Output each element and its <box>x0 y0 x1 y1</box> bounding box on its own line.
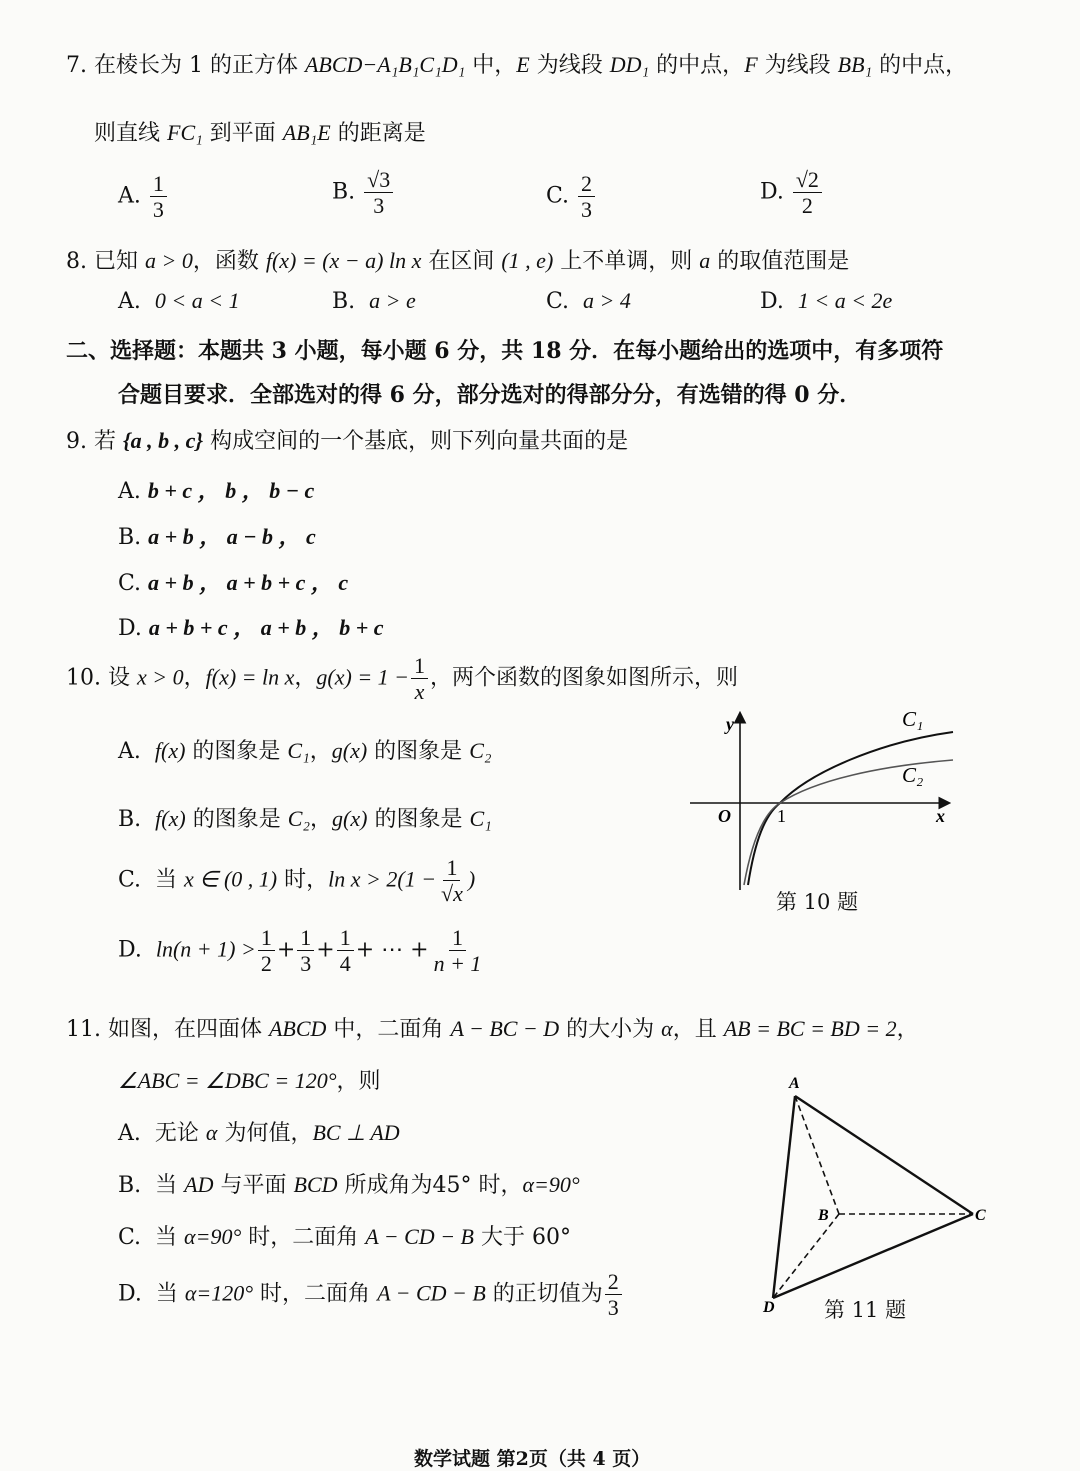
q8-stem: 8. 已知 a > 0，函数 f(x) = (x − a) ln x 在区间 (1 , e) 上不单调，则 a 的取值范围是 <box>66 248 850 274</box>
q7-line1: 7. 在棱长为 1 的正方体 ABCD−A₁B₁C₁D₁ 中，E 为线段 DD₁ 的中点，F 为线段 BB₁ 的中点， <box>66 52 968 78</box>
axis-x-label: x <box>936 806 945 826</box>
q8-option-d: D. 1 < a < 2e <box>760 288 893 314</box>
edge-ac <box>795 1096 973 1214</box>
q9-option-b: B. a + b ， a − b ， c <box>118 524 316 550</box>
q11-figure <box>755 1070 995 1320</box>
edge-ab-hidden <box>795 1096 839 1214</box>
q10-figure-caption: 第 10 题 <box>776 890 859 914</box>
c1-label: C₁ <box>902 707 924 731</box>
tick-one-label: 1 <box>777 806 786 826</box>
q7-option-a: A. $\frac{1}{3}$ <box>118 172 169 221</box>
vertex-c-label: C <box>975 1207 986 1224</box>
vertex-b-label: B <box>818 1207 829 1224</box>
page-footer: 数学试题 第2页（共 4 页） <box>414 1448 651 1470</box>
vertex-a-label: A <box>789 1075 800 1092</box>
q8-option-b: B. a > e <box>332 288 416 314</box>
q11-option-a: A. 无论 α 为何值，BC ⊥ AD <box>118 1120 400 1146</box>
c2-label: C₂ <box>902 763 924 787</box>
q10-option-c: C. 当 x ∈ (0 , 1) 时，ln x > 2(1 − $\frac{1}{√x}$ ) <box>118 855 476 907</box>
q8-option-c: C. a > 4 <box>546 288 631 314</box>
q7-cube: ABCD−A₁B₁C₁D₁ <box>304 52 466 77</box>
q10-option-b: B. f(x) 的图象是 C₂，g(x) 的图象是 C₁ <box>118 806 492 832</box>
q11-option-d: D. 当 α=120° 时，二面角 A − CD − B 的正切值为 $\frac{2}{3}$ <box>118 1270 624 1319</box>
q9-option-c: C. a + b ， a + b + c ， c <box>118 570 349 596</box>
edge-ad <box>773 1096 795 1298</box>
q7-option-b: B. $\frac{√3}{3}$ <box>332 168 395 217</box>
section2-line1: 二、选择题：本题共 3 小题，每小题 6 分，共 18 分．在每小题给出的选项中，有多项符 <box>66 338 944 364</box>
q9-option-a: A. b + c ， b ， b − c <box>118 478 315 504</box>
q8-option-a: A. 0 < a < 1 <box>118 288 240 314</box>
q7-option-d: D. $\frac{√2}{2}$ <box>760 168 824 217</box>
q10-stem: 10. 设 x > 0，f(x) = ln x，g(x) = 1 − $\frac{1}{x}$ ，两个函数的图象如图所示，则 <box>66 653 739 705</box>
axis-y-label: y <box>726 714 734 734</box>
q11-figure-caption: 第 11 题 <box>824 1298 907 1322</box>
q11-option-b: B. 当 AD 与平面 BCD 所成角为45° 时，α=90° <box>118 1172 580 1198</box>
q11-line1: 11. 如图，在四面体 ABCD 中，二面角 A − BC − D 的大小为 α，且 AB = BC = BD = 2， <box>66 1016 919 1042</box>
origin-label: O <box>718 806 731 826</box>
q9-option-d: D. a + b + c ， a + b ， b + c <box>118 615 384 641</box>
q9-stem: 9. 若 {a , b , c} 构成空间的一个基底，则下列向量共面的是 <box>66 428 629 454</box>
edge-dc <box>773 1214 973 1298</box>
q10-option-d: D. ln(n + 1) > $\frac{1}{2}$ + $\frac{1}{3}$ + $\frac{1}{4}$ + ⋯ + $\frac{1}{n + 1}$ <box>118 925 482 977</box>
q10-option-a: A. f(x) 的图象是 C₁，g(x) 的图象是 C₂ <box>118 738 492 764</box>
vertex-d-label: D <box>763 1299 775 1316</box>
q11-line2: ∠ABC = ∠DBC = 120°，则 <box>118 1068 381 1094</box>
section2-line2: 合题目要求．全部选对的得 6 分，部分选对的得部分分，有选错的得 0 分． <box>118 382 862 408</box>
q7-line2: 则直线 FC₁ 到平面 AB₁E 的距离是 <box>94 120 426 146</box>
q7-option-c: C. $\frac{2}{3}$ <box>546 172 597 221</box>
q11-option-c: C. 当 α=90° 时，二面角 A − CD − B 大于 60° <box>118 1224 571 1250</box>
